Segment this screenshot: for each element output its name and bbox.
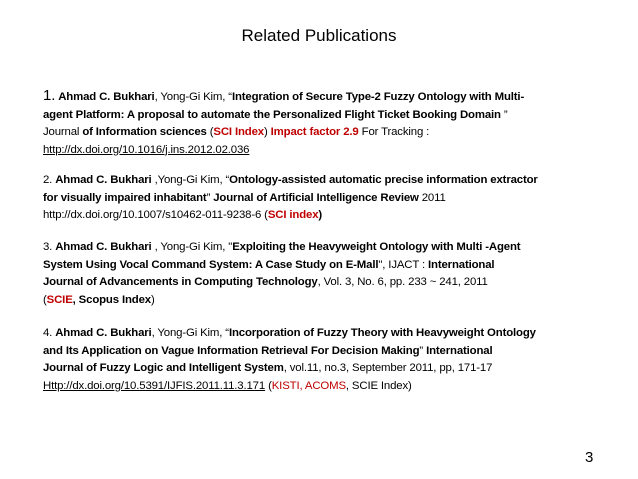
pub1-title-line1: Integration of Secure Type-2 Fuzzy Ontology with Multi- [231, 91, 525, 103]
pub2-author: Ahmad C. Bukhari [55, 174, 152, 186]
pub4-number: 4. [43, 327, 53, 339]
pub4-line-2 [43, 343, 603, 361]
pub2-title-close: ” [206, 191, 214, 204]
pub3-details: , Vol. 3, No. 6, pp. 233 ~ 241, 2011 [317, 276, 488, 288]
pub1-line-2 [43, 107, 603, 125]
pub2-number: 2. [43, 174, 53, 186]
pub3-line-1 [43, 239, 603, 257]
pub2-paren-close: ) [318, 209, 323, 221]
pub4-title-close: ” [419, 344, 427, 357]
pub4-line-3 [43, 360, 603, 378]
publication-4 [43, 325, 603, 395]
pub4-author: Ahmad C. Bukhari [55, 327, 152, 339]
pub2-line-1 [43, 172, 603, 190]
pub2-line-2 [43, 190, 603, 208]
pub1-tracking: For Tracking : [358, 126, 430, 138]
pub3-title-close: ", IJACT : [378, 258, 429, 271]
pub4-title-line1: Incorporation of Fuzzy Theory with Heavyweight Ontology [228, 327, 536, 339]
pub3-journal-line2: Journal of Advancements in Computing Technology [43, 276, 318, 288]
pub2-line-3 [43, 207, 603, 225]
pub1-paren-open: ( [206, 126, 214, 138]
pub3-number: 3. [43, 241, 53, 253]
pub1-coauthor: , Yong-Gi Kim, “ [154, 91, 232, 103]
pub3-journal-line1: International [428, 258, 495, 271]
pub3-title-line2: System Using Vocal Command System: A Case Study on E-Mall [43, 258, 379, 271]
pub1-line-3 [43, 124, 603, 142]
pub2-journal: Journal of Artificial Intelligence Review [213, 191, 419, 204]
page-number: 3 [585, 449, 594, 466]
pub4-details: , vol.11, no.3, September 2011, pp, 171-17 [283, 362, 493, 374]
pub2-coauthor: ,Yong-Gi Kim, “ [151, 174, 230, 186]
pub1-paren-close: ) [263, 126, 271, 138]
pub4-line-1 [43, 325, 603, 343]
pub3-title-line1: Exploiting the Heavyweight Ontology with Multi -Agent [232, 241, 521, 253]
pub4-paren-open: ( [265, 379, 272, 392]
pub3-paren-open: ( [43, 293, 47, 306]
pub1-title-line2: agent Platform: A proposal to automate the Personalized Flight Ticket Booking Domain [43, 108, 501, 121]
pub3-line-2 [43, 257, 603, 275]
pub4-journal-line2: Journal of Fuzzy Logic and Intelligent System [43, 362, 284, 374]
pub4-coauthor: , Yong-Gi Kim, “ [151, 327, 229, 339]
pub4-line-4 [43, 378, 603, 396]
pub4-index: KISTI, ACOMS [271, 379, 346, 392]
pub1-index: SCI Index [213, 126, 264, 138]
pub4-title-line2: and Its Application on Vague Information Retrieval For Decision Making [43, 344, 420, 357]
pub2-year: 2011 [418, 191, 446, 204]
publication-3 [43, 239, 603, 309]
pub3-index-extra: , Scopus Index [72, 293, 151, 306]
pub1-author: Ahmad C. Bukhari [58, 91, 155, 103]
pub2-paren-open: ( [261, 209, 268, 221]
pub1-line-4 [43, 142, 603, 160]
pub3-author: Ahmad C. Bukhari [55, 241, 152, 253]
pub3-coauthor: , Yong-Gi Kim, " [151, 241, 233, 253]
pub1-title-close: ” [500, 108, 508, 121]
publication-1 [43, 87, 603, 159]
pub3-paren-close: ) [150, 293, 155, 306]
pub2-title-line2: for visually impaired inhabitant [43, 191, 207, 204]
pub3-line-4 [43, 292, 603, 310]
pub4-url-link[interactable]: Http://dx.doi.org/10.5391/IJFIS.2011.11.3.171 [43, 379, 266, 392]
pub1-line-1 [43, 87, 603, 107]
pub3-index: SCIE [46, 293, 73, 306]
pub2-url-link[interactable]: http://dx.doi.org/10.1007/s10462-011-9238-6 [43, 209, 262, 221]
pub4-journal-line1: International [426, 344, 493, 357]
pub1-journal-prefix: Journal [43, 126, 83, 138]
pub3-line-3 [43, 274, 603, 292]
pub1-impact: Impact factor 2.9 [270, 126, 359, 138]
pub2-index: SCI index [267, 209, 319, 221]
pub4-index-extra: , SCIE Index) [345, 379, 412, 392]
slide-title: Related Publications [241, 26, 397, 45]
pub1-url-link[interactable]: http://dx.doi.org/10.1016/j.ins.2012.02.036 [43, 143, 250, 156]
pub1-journal: of Information sciences [82, 126, 207, 138]
publication-2 [43, 172, 603, 225]
pub2-title-line1: Ontology-assisted automatic precise information extractor [229, 174, 538, 186]
pub1-number: 1. [43, 87, 56, 104]
